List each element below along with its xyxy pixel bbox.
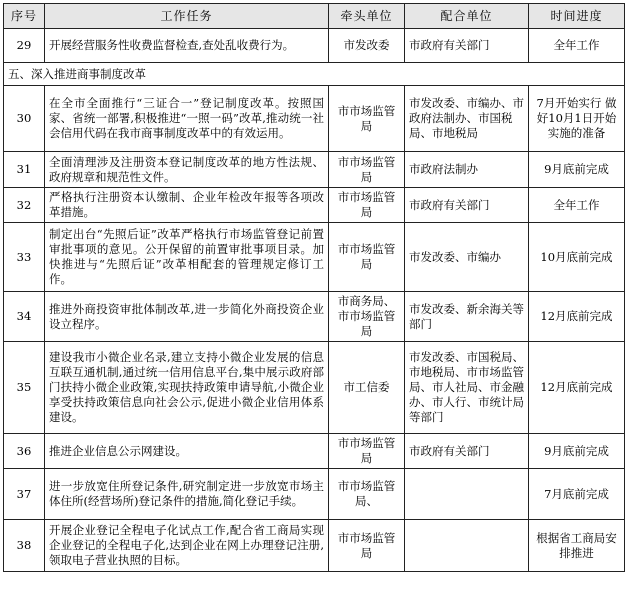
row-schedule: 9月底前完成 — [529, 152, 625, 188]
table-row — [4, 520, 625, 572]
section-heading-row — [4, 63, 625, 86]
table-body — [4, 29, 625, 572]
row-task: 开展经营服务性收费监督检查,查处乱收费行为。 — [45, 29, 329, 63]
row-schedule: 12月底前完成 — [529, 292, 625, 342]
row-lead-unit: 市工信委 — [329, 342, 405, 434]
row-task: 在全市全面推行“三证合一”登记制度改革。按照国家、省统一部署,积极推进“一照一码”改革,推动统一社会信用代码在我市商事制度改革中的有效运用。 — [45, 86, 329, 152]
header-task: 工作任务 — [45, 4, 329, 29]
row-partner-unit — [405, 469, 529, 520]
row-task: 严格执行注册资本认缴制、企业年检改年报等各项改革措施。 — [45, 188, 329, 223]
row-seq: 33 — [4, 223, 45, 292]
header-row — [4, 4, 625, 29]
row-partner-unit: 市政府法制办 — [405, 152, 529, 188]
table-row — [4, 469, 625, 520]
table-row — [4, 29, 625, 63]
row-task: 制定出台“先照后证”改革严格执行市场监管登记前置审批事项的意见。公开保留的前置审批事项目录。加快推进与“先照后证”改革相配套的管理规定修订工作。 — [45, 223, 329, 292]
row-schedule: 12月底前完成 — [529, 342, 625, 434]
row-task: 推进企业信息公示网建设。 — [45, 434, 329, 469]
header-seq: 序号 — [4, 4, 45, 29]
table-row — [4, 152, 625, 188]
table-row — [4, 223, 625, 292]
row-schedule: 10月底前完成 — [529, 223, 625, 292]
table-row — [4, 342, 625, 434]
row-partner-unit: 市发改委、新余海关等部门 — [405, 292, 529, 342]
row-schedule: 7月开始实行 做好10月1日开始实施的准备 — [529, 86, 625, 152]
table-row — [4, 434, 625, 469]
row-partner-unit: 市政府有关部门 — [405, 29, 529, 63]
row-lead-unit: 市市场监管局、 — [329, 469, 405, 520]
row-lead-unit: 市市场监管局 — [329, 152, 405, 188]
row-lead-unit: 市市场监管局 — [329, 434, 405, 469]
row-schedule: 根据省工商局安排推进 — [529, 520, 625, 572]
row-seq: 37 — [4, 469, 45, 520]
header-lead-unit: 牵头单位 — [329, 4, 405, 29]
row-task: 建设我市小微企业名录,建立支持小微企业发展的信息互联互通机制,通过统一信用信息平台,集中展示政府部门扶持小微企业政策,实现扶持政策申请导航,小微企业享受扶持政策信息向社会公示,促进小微企业信用体系建设。 — [45, 342, 329, 434]
row-seq: 38 — [4, 520, 45, 572]
row-task: 进一步放宽住所登记条件,研究制定进一步放宽市场主体住所(经营场所)登记条件的措施,简化登记手续。 — [45, 469, 329, 520]
section-heading: 五、深入推进商事制度改革 — [4, 63, 625, 86]
header-partner-unit: 配合单位 — [405, 4, 529, 29]
row-seq: 31 — [4, 152, 45, 188]
row-lead-unit: 市商务局、市市场监管局 — [329, 292, 405, 342]
row-schedule: 9月底前完成 — [529, 434, 625, 469]
header-schedule: 时间进度 — [529, 4, 625, 29]
table-header — [4, 4, 625, 29]
row-partner-unit: 市政府有关部门 — [405, 188, 529, 223]
table-row — [4, 86, 625, 152]
table-row — [4, 188, 625, 223]
row-task: 全面清理涉及注册资本登记制度改革的地方性法规、政府规章和规范性文件。 — [45, 152, 329, 188]
row-seq: 35 — [4, 342, 45, 434]
row-partner-unit: 市发改委、市国税局、市地税局、市市场监管局、市人社局、市金融办、市人行、市统计局等部门 — [405, 342, 529, 434]
row-seq: 30 — [4, 86, 45, 152]
row-seq: 29 — [4, 29, 45, 63]
row-partner-unit: 市发改委、市编办 — [405, 223, 529, 292]
row-schedule: 全年工作 — [529, 188, 625, 223]
row-seq: 36 — [4, 434, 45, 469]
row-partner-unit: 市政府有关部门 — [405, 434, 529, 469]
row-lead-unit: 市市场监管局 — [329, 188, 405, 223]
row-task: 开展企业登记全程电子化试点工作,配合省工商局实现企业登记的全程电子化,达到企业在网上办理登记注册,领取电子营业执照的目标。 — [45, 520, 329, 572]
work-task-table — [3, 3, 625, 572]
row-schedule: 7月底前完成 — [529, 469, 625, 520]
row-lead-unit: 市市场监管局 — [329, 520, 405, 572]
row-partner-unit: 市发改委、市编办、市政府法制办、市国税局、市地税局 — [405, 86, 529, 152]
row-seq: 32 — [4, 188, 45, 223]
row-lead-unit: 市市场监管局 — [329, 223, 405, 292]
table-row — [4, 292, 625, 342]
row-lead-unit: 市市场监管局 — [329, 86, 405, 152]
row-task: 推进外商投资审批体制改革,进一步简化外商投资企业设立程序。 — [45, 292, 329, 342]
row-seq: 34 — [4, 292, 45, 342]
row-schedule: 全年工作 — [529, 29, 625, 63]
row-lead-unit: 市发改委 — [329, 29, 405, 63]
row-partner-unit — [405, 520, 529, 572]
